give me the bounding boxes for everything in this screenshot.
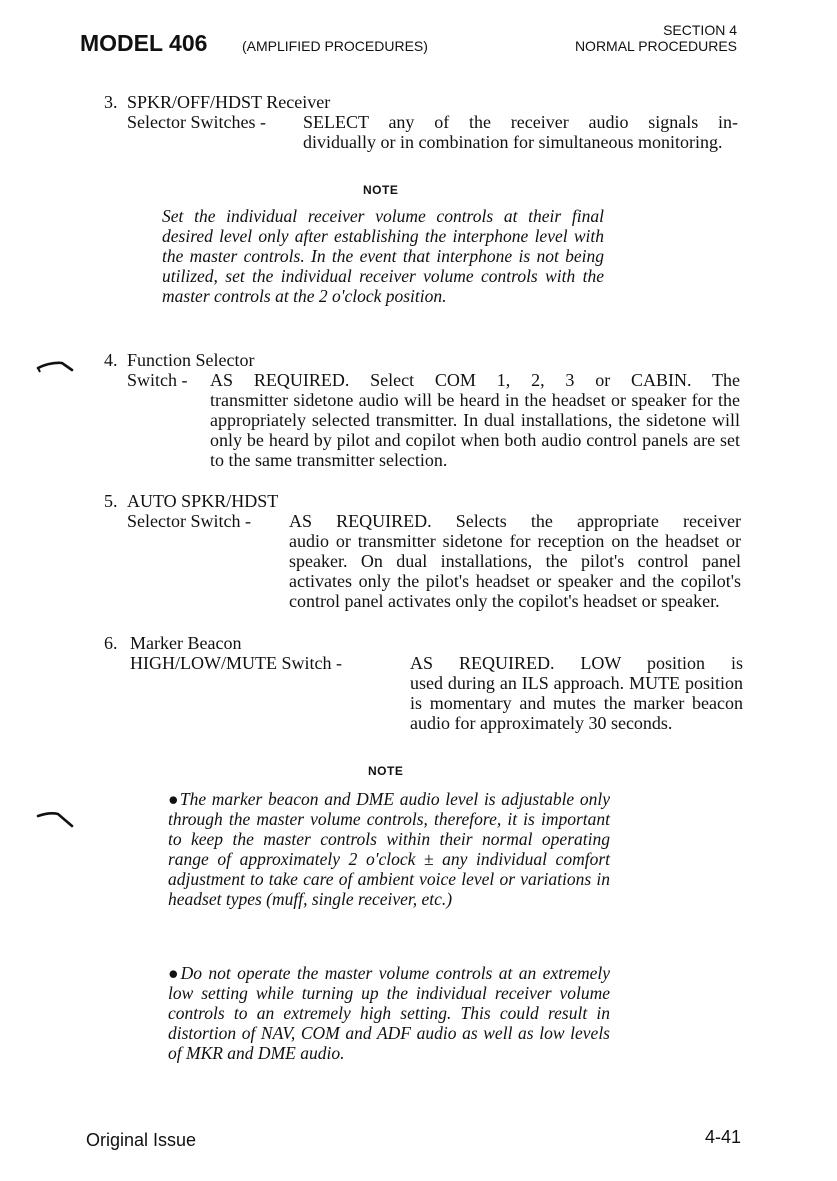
step-3-action-rest: dividually or in combination for simultaneous monitoring.: [303, 132, 723, 152]
step-6-label: HIGH/LOW/MUTE Switch -: [130, 653, 342, 673]
revision-mark-icon: [32, 804, 78, 830]
step-4-label: Switch -: [127, 370, 188, 390]
step-5-label: Selector Switch -: [127, 511, 251, 531]
step-6-number: 6.: [104, 633, 118, 653]
step-3-label: Selector Switches -: [127, 112, 266, 132]
step-5-action-first: AS REQUIRED. Selects the appropriate receiver: [289, 511, 741, 531]
step-3-action-first: SELECT any of the receiver audio signals in-: [303, 112, 738, 132]
step-4-number: 4.: [104, 350, 118, 370]
amplified-procedures-label: (AMPLIFIED PROCEDURES): [242, 38, 428, 54]
step-6-title: Marker Beacon: [130, 633, 242, 653]
step-6-action-first: AS REQUIRED. LOW position is: [410, 653, 743, 673]
step-5-action-rest: audio or transmitter sidetone for reception on the headset or speaker. On dual installations, the pilot's control panel activates only the pilot's headset or speaker and the copilot's control panel activates only the copilot's headset or speaker.: [289, 531, 741, 611]
step-6-note-heading: NOTE: [368, 764, 404, 778]
revision-mark-icon: [34, 356, 76, 376]
model-title: MODEL 406: [80, 30, 208, 56]
footer-issue: Original Issue: [86, 1130, 197, 1150]
note-bullet-1: [168, 789, 610, 909]
step-4-action-rest: transmitter sidetone audio will be heard in the headset or speaker for the appropriately selected transmitter. In dual installations, the sidetone will only be heard by pilot and copilot when both audio control panels are set to the same transmitter selection.: [210, 390, 740, 470]
step-3-number: 3.: [104, 92, 118, 112]
step-4-action-first: AS REQUIRED. Select COM 1, 2, 3 or CABIN. The: [210, 370, 740, 390]
bullet-icon: ●: [168, 963, 181, 983]
section-heading: [575, 22, 737, 54]
section-number: SECTION 4: [663, 22, 737, 38]
note-bullet-1-text: The marker beacon and DME audio level is adjustable only through the master volume controls, therefore, it is important to keep the master controls within their normal operating range of approximately 2 o'clock ± any individual comfort adjustment to take care of ambient voice level or variations in headset types (muff, single receiver, etc.): [168, 789, 610, 909]
step-4-title: Function Selector: [127, 350, 255, 370]
note-bullet-2: [168, 963, 610, 1063]
bullet-icon: ●: [168, 789, 180, 809]
step-6-action-rest: used during an ILS approach. MUTE position is momentary and mutes the marker beacon audio for approximately 30 seconds.: [410, 673, 743, 733]
step-3-note-text: Set the individual receiver volume controls at their final desired level only after establishing the interphone level with the master controls. In the event that interphone is not being utilized, set the individual receiver volume controls with the master controls at the 2 o'clock position.: [162, 206, 604, 306]
step-3-note-heading: NOTE: [363, 183, 399, 197]
section-title: NORMAL PROCEDURES: [574, 38, 737, 54]
step-5-title: AUTO SPKR/HDST: [127, 491, 279, 511]
step-5-number: 5.: [104, 491, 118, 511]
note-bullet-2-text: Do not operate the master volume controls at an extremely low setting while turning up the individual receiver volume controls to an extremely high setting. This could result in distortion of NAV, COM and ADF audio as well as low levels of MKR and DME audio.: [168, 963, 610, 1063]
page-number: 4-41: [705, 1127, 742, 1147]
step-3-title: SPKR/OFF/HDST Receiver: [127, 92, 331, 112]
